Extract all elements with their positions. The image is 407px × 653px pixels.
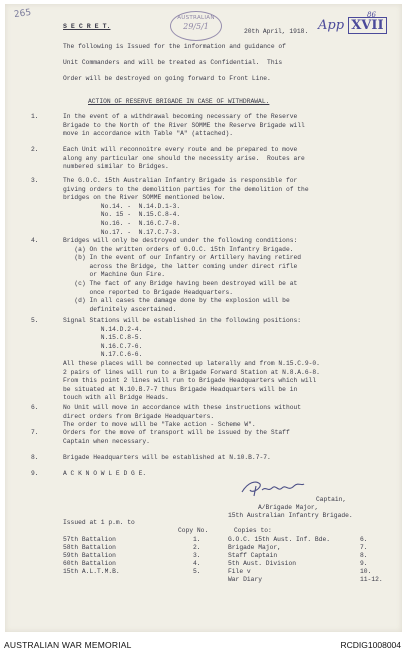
copy-number: 5. bbox=[193, 568, 201, 575]
archive-stamp bbox=[170, 11, 222, 41]
paragraph-line: numbered similar to Bridges. bbox=[63, 163, 169, 171]
copy-no-header: Copy No. bbox=[178, 527, 209, 534]
paragraph-number: 9. bbox=[31, 470, 39, 477]
secret-heading: S E C R E T. bbox=[63, 23, 111, 30]
footer-institution: AUSTRALIAN WAR MEMORIAL bbox=[4, 640, 132, 650]
paragraph-line: N.16.C.7-6. bbox=[63, 342, 143, 350]
signature-rank: Captain, bbox=[316, 496, 347, 503]
corner-page-number: 265 bbox=[13, 7, 32, 21]
copy-recipient: War Diary bbox=[228, 576, 263, 583]
appendix-numeral: XVII bbox=[348, 17, 386, 34]
paragraph-number: 6. bbox=[31, 404, 39, 411]
distribution-unit: 58th Battalion bbox=[63, 544, 116, 551]
paragraph-line: No.16. - N.16.C.7-8. bbox=[63, 220, 181, 227]
paragraph-line: be situated at N.10.B.7-7 thus Brigade Headquarters will be in bbox=[63, 385, 298, 393]
paragraph-line: across the Bridge, the latter coming under direct rifle bbox=[63, 262, 298, 270]
paragraph-line: From this point 2 lines will run to Brigade Headquarters which will bbox=[63, 377, 317, 385]
paragraph-number: 2. bbox=[31, 146, 39, 153]
copy-number: 1. bbox=[193, 536, 201, 543]
paragraph-number: 4. bbox=[31, 237, 39, 244]
paragraph-line: touch with all Bridge Heads. bbox=[63, 394, 169, 402]
paragraph-line: move in accordance with Table "A" (attached). bbox=[63, 130, 234, 138]
paragraph-line: (d) In all cases the damage done by the explosion will be bbox=[63, 297, 290, 305]
paragraph-line: Bridges will only be destroyed under the following conditions: bbox=[63, 237, 298, 244]
paragraph-line: definitely ascertained. bbox=[63, 305, 177, 313]
paragraph-line: Each Unit will reconnoitre every route and be prepared to move bbox=[63, 146, 298, 153]
appendix-reference bbox=[318, 18, 387, 33]
copy-count: 10. bbox=[360, 568, 372, 575]
paragraph-line: No.14. - N.14.D.1-3. bbox=[63, 202, 181, 210]
paragraph-line: once reported to Brigade Headquarters. bbox=[63, 288, 234, 296]
copy-number: 2. bbox=[193, 544, 201, 551]
document-title: ACTION OF RESERVE BRIGADE IN CASE OF WITHDRAWAL. bbox=[88, 98, 270, 105]
paragraph-line: The G.O.C. 15th Australian Infantry Brigade is responsible for bbox=[63, 177, 298, 184]
paragraph-line: Orders for the move of transport will be issued by the Staff bbox=[63, 429, 290, 436]
copy-number: 4. bbox=[193, 560, 201, 567]
paragraph-line: No. 15 - N.15.C.8-4. bbox=[63, 211, 181, 219]
copy-recipient: Staff Captain bbox=[228, 552, 278, 559]
paragraph-line: No Unit will move in accordance with these instructions without bbox=[63, 404, 302, 411]
paragraph-line: N.15.C.8-5. bbox=[63, 334, 143, 342]
paragraph-number: 5. bbox=[31, 317, 39, 324]
footer-record-id: RCDIG1008004 bbox=[340, 640, 401, 650]
paragraph-line: or Machine Gun Fire. bbox=[63, 271, 166, 279]
paragraph-line: bridges on the River SOMME mentioned below. bbox=[63, 194, 226, 202]
paragraph-line: along any particular one should the necessity arise. Routes are bbox=[63, 154, 305, 162]
paragraph-line: In the event of a withdrawal becoming necessary of the Reserve bbox=[63, 113, 298, 120]
intro-line-1: The following is Issued for the information and guidance of bbox=[63, 43, 286, 50]
paragraph-line: The order to move will be "Take action - Scheme W". bbox=[63, 421, 256, 429]
paragraph-line: N.14.D.2-4. bbox=[63, 325, 143, 333]
copy-count: 9. bbox=[360, 560, 368, 567]
copy-count: 7. bbox=[360, 544, 368, 551]
archive-footer bbox=[0, 639, 407, 653]
order-date: 20th April, 1918. bbox=[244, 28, 309, 35]
copy-count: 11-12. bbox=[360, 576, 383, 583]
appendix-super-number: 86 bbox=[367, 11, 376, 19]
paragraph-line: All these places will be connected up laterally and from N.15.C.9-0. bbox=[63, 360, 320, 367]
paragraph-number: 3. bbox=[31, 177, 39, 184]
copy-count: 6. bbox=[360, 536, 368, 543]
distribution-unit: 59th Battalion bbox=[63, 552, 116, 559]
issued-line: Issued at 1 p.m. to bbox=[63, 519, 135, 526]
paragraph-number: 1. bbox=[31, 113, 39, 120]
handwritten-signature bbox=[238, 478, 308, 500]
paragraph-line: Brigade Headquarters will be established at N.10.B.7-7. bbox=[63, 454, 271, 461]
signature-unit: 15th Australian Infantry Brigade. bbox=[228, 512, 353, 519]
stamp-label: AUSTRALIAN bbox=[177, 15, 215, 21]
copy-recipient: G.O.C. 15th Aust. Inf. Bde. bbox=[228, 536, 331, 543]
distribution-unit: 60th Battalion bbox=[63, 560, 116, 567]
paragraph-line: direct orders from Brigade Headquarters. bbox=[63, 412, 215, 420]
paragraph-number: 8. bbox=[31, 454, 39, 461]
copy-recipient: Brigade Major, bbox=[228, 544, 281, 551]
copy-number: 3. bbox=[193, 552, 201, 559]
paragraph-line: 2 pairs of lines will run to a Brigade Forward Station at N.8.A.6-8. bbox=[63, 368, 320, 376]
paragraph-line: (c) The fact of any Bridge having been destroyed will be at bbox=[63, 280, 298, 287]
paragraph-line: (b) In the event of our Infantry or Artillery having retired bbox=[63, 254, 302, 262]
copies-to-header: Copies to: bbox=[234, 527, 272, 534]
paragraph-line: A C K N O W L E D G E. bbox=[63, 470, 147, 477]
paragraph-number: 7. bbox=[31, 429, 39, 436]
paragraph-line: giving orders to the demolition parties for the demolition of the bbox=[63, 185, 309, 193]
distribution-unit: 57th Battalion bbox=[63, 536, 116, 543]
appendix-label: App bbox=[318, 18, 345, 33]
paragraph-line: Captain when necessary. bbox=[63, 437, 150, 445]
paragraph-line: N.17.C.6-6. bbox=[63, 351, 143, 359]
paragraph-line: Brigade to the North of the River SOMME the Reserve Brigade will bbox=[63, 121, 305, 129]
copy-count: 8. bbox=[360, 552, 368, 559]
copy-recipient: File v bbox=[228, 568, 251, 575]
paragraph-line: Signal Stations will be established in the following positions: bbox=[63, 317, 302, 324]
paragraph-line: (a) On the written orders of G.O.C. 15th Infantry Brigade. bbox=[63, 245, 294, 253]
intro-line-3: Order will be destroyed on going forward to Front Line. bbox=[63, 75, 271, 82]
copy-recipient: 5th Aust. Division bbox=[228, 560, 297, 567]
stamp-handwriting: 29/5/1 bbox=[183, 22, 209, 31]
paragraph-line: No.17. - N.17.C.7-3. bbox=[63, 228, 181, 236]
distribution-unit: 15th A.L.T.M.B. bbox=[63, 568, 120, 575]
intro-line-2: Unit Commanders and will be treated as Confidential. This bbox=[63, 59, 283, 66]
signature-title: A/Brigade Major, bbox=[258, 504, 319, 511]
